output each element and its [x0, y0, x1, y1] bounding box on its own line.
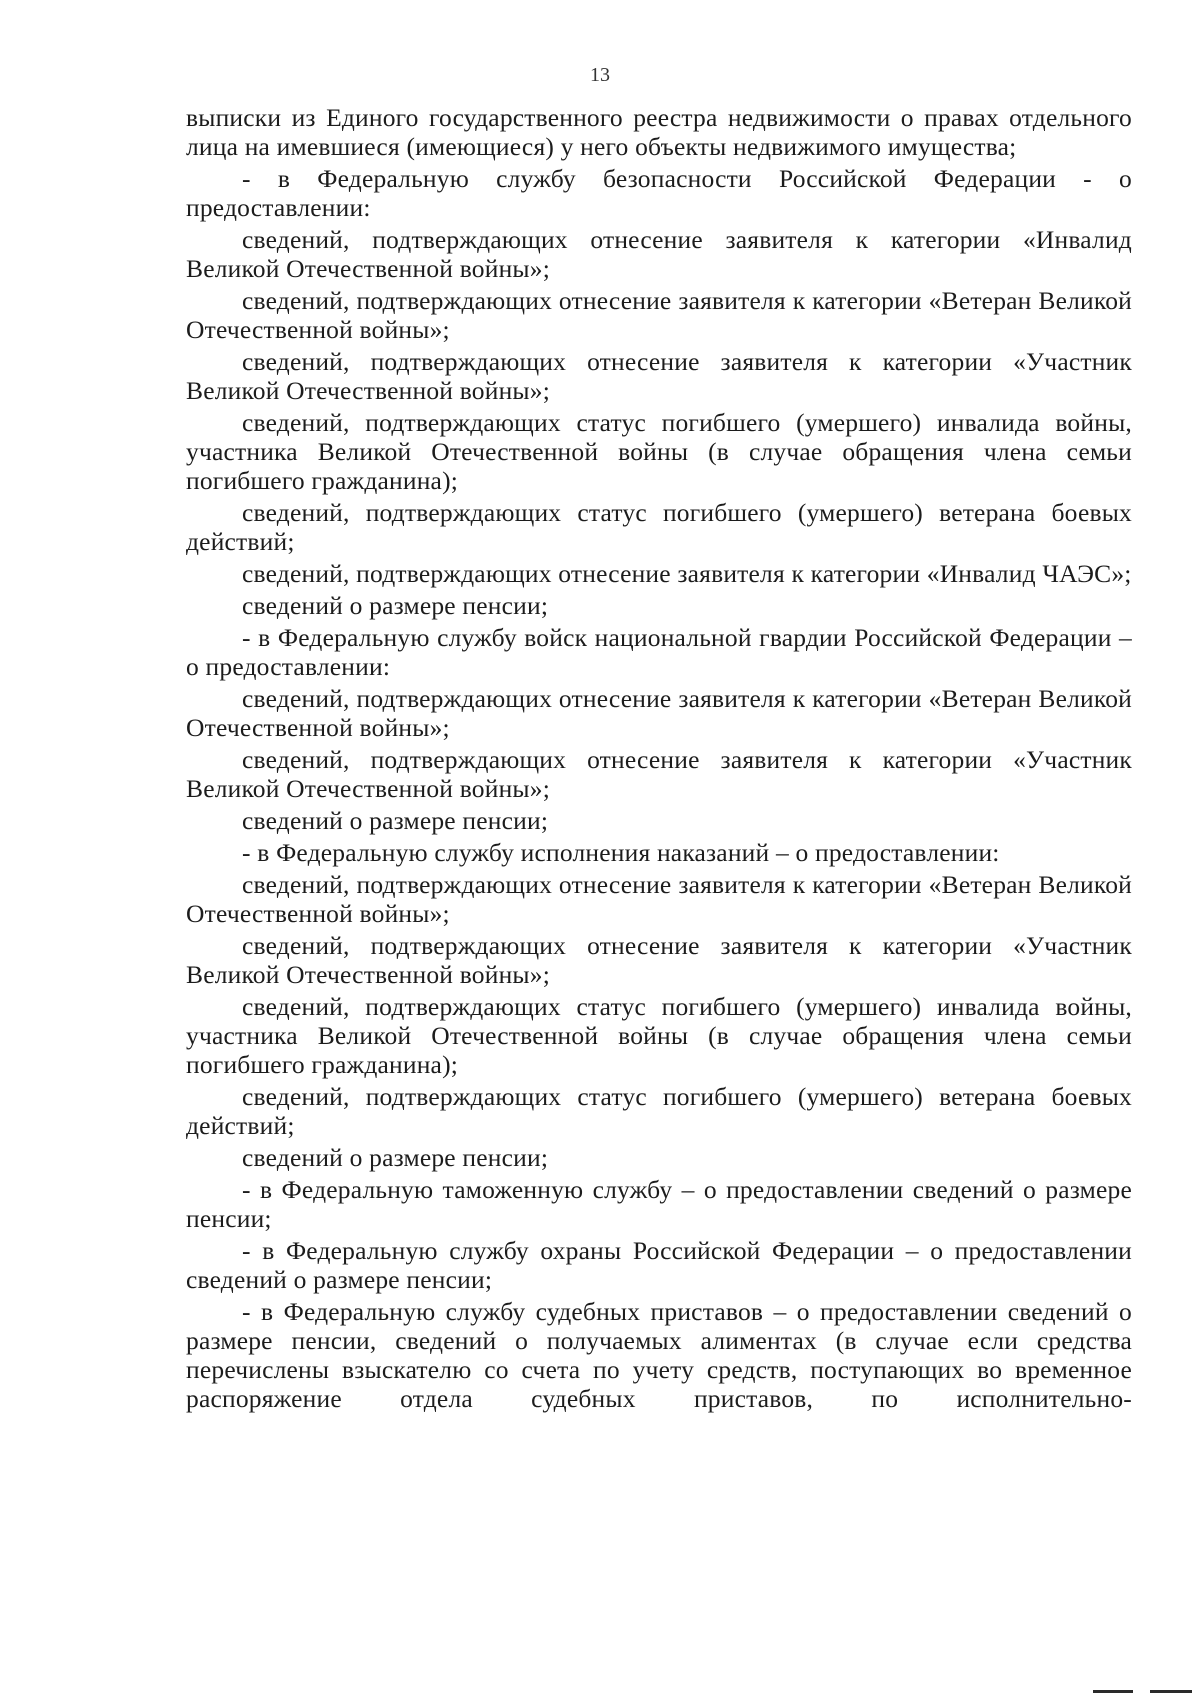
paragraph: - в Федеральную службу охраны Российской Федерации – о предоставлении сведений о размере пенсии;: [186, 1236, 1132, 1295]
paragraph: - в Федеральную службу судебных приставов – о предоставлении сведений о размере пенсии, сведений о получаемых алиментах (в случае если средства перечислены взыскателю со счета по учету средств, поступающих во временное распоряжение отдела судебных приставов, по исполнительно-: [186, 1297, 1132, 1413]
scan-artifact-mark: [1150, 1690, 1192, 1693]
paragraph: - в Федеральную таможенную службу – о предоставлении сведений о размере пенсии;: [186, 1175, 1132, 1234]
scan-artifact-mark: [1093, 1690, 1133, 1693]
paragraph: выписки из Единого государственного реестра недвижимости о правах отдельного лица на имевшиеся (имеющиеся) у него объекты недвижимого имущества;: [186, 103, 1132, 161]
document-body: [186, 104, 1132, 1417]
paragraph: сведений о размере пенсии;: [242, 1143, 549, 1173]
paragraph: сведений, подтверждающих статус погибшего (умершего) инвалида войны, участника Великой Отечественной войны (в случае обращения члена семьи погибшего гражданина);: [186, 407, 1132, 495]
paragraph: - в Федеральную службу войск национальной гвардии Российской Федерации – о предоставлении:: [186, 623, 1132, 681]
paragraph: сведений, подтверждающих отнесение заявителя к категории «Ветеран Великой Отечественной войны»;: [186, 870, 1132, 929]
page-number: 13: [590, 64, 610, 86]
paragraph: - в Федеральную службу безопасности Российской Федерации - о предоставлении:: [186, 163, 1132, 222]
paragraph: сведений, подтверждающих отнесение заявителя к категории «Участник Великой Отечественной войны»;: [186, 745, 1132, 803]
paragraph: сведений, подтверждающих отнесение заявителя к категории «Инвалид Великой Отечественной войны»;: [186, 224, 1132, 283]
paragraph: сведений о размере пенсии;: [242, 590, 549, 620]
paragraph: сведений, подтверждающих отнесение заявителя к категории «Ветеран Великой Отечественной войны»;: [186, 684, 1132, 742]
paragraph: сведений о размере пенсии;: [242, 806, 549, 836]
paragraph: - в Федеральную службу исполнения наказаний – о предоставлении:: [242, 838, 1000, 868]
paragraph: сведений, подтверждающих отнесение заявителя к категории «Инвалид ЧАЭС»;: [242, 558, 1132, 588]
paragraph: сведений, подтверждающих отнесение заявителя к категории «Участник Великой Отечественной войны»;: [186, 346, 1132, 405]
paragraph: сведений, подтверждающих статус погибшего (умершего) инвалида войны, участника Великой Отечественной войны (в случае обращения члена семьи погибшего гражданина);: [186, 992, 1132, 1079]
paragraph: сведений, подтверждающих отнесение заявителя к категории «Ветеран Великой Отечественной войны»;: [186, 285, 1132, 344]
paragraph: сведений, подтверждающих отнесение заявителя к категории «Участник Великой Отечественной войны»;: [186, 931, 1132, 990]
paragraph: сведений, подтверждающих статус погибшего (умершего) ветерана боевых действий;: [186, 497, 1132, 556]
paragraph: сведений, подтверждающих статус погибшего (умершего) ветерана боевых действий;: [186, 1082, 1132, 1140]
